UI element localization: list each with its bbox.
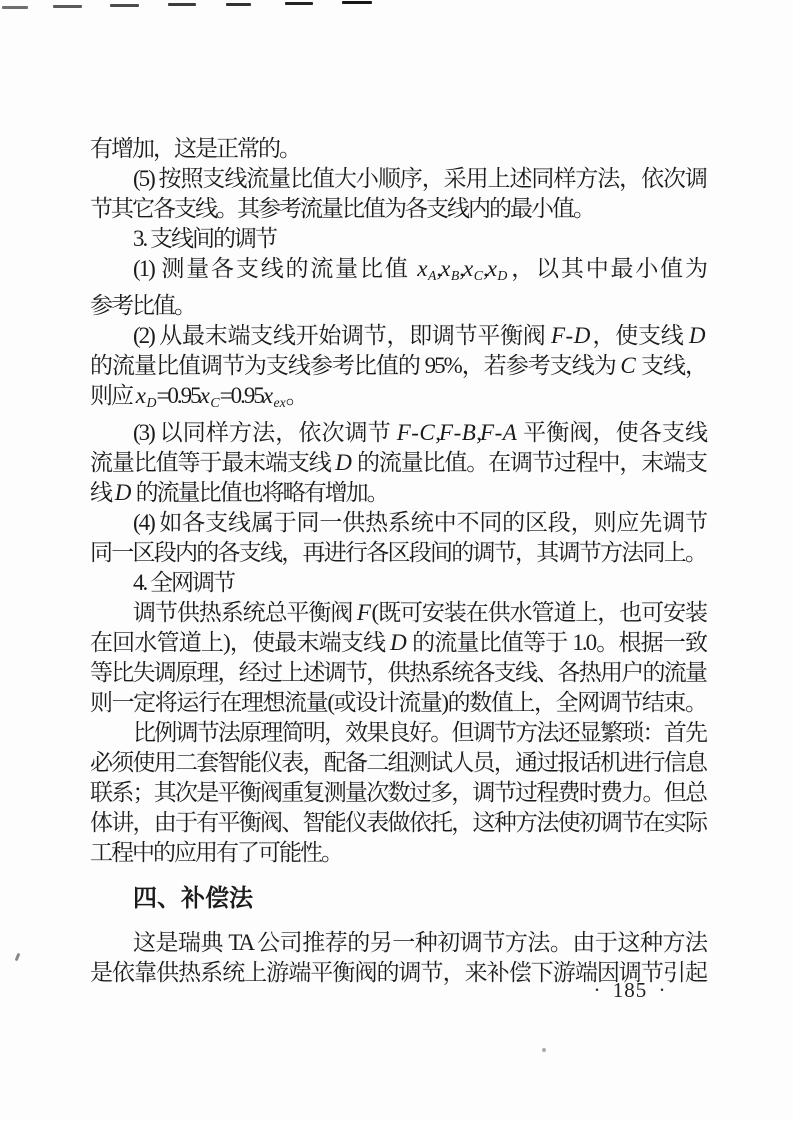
text-run: 则一定将运行在理想流量(或设计流量)的数值上，全网调节结束。 [90, 690, 706, 715]
math-variable: x [199, 383, 211, 408]
text-run: =0.95 [156, 383, 200, 408]
text-line [90, 928, 706, 958]
text-line [90, 508, 706, 538]
text-run: (5) 按照支线流量比值大小顺序，采用上述同样方法，依次调 [133, 166, 706, 191]
math-variable: x [463, 256, 474, 281]
text-line [90, 538, 706, 568]
math-variable: D [390, 630, 408, 655]
text-run: (1) 测量各支线的流量比值 [133, 256, 418, 281]
text-run: 支线， [636, 353, 706, 378]
text-line [90, 351, 706, 381]
text-run: 等比失调原理，经过上述调节，供热系统各支线、各热用户的流量 [90, 660, 706, 685]
math-variable: F-B [439, 420, 477, 445]
text-line [90, 448, 706, 478]
text-run: (既可安装在供水管道上，也可安装 [371, 600, 706, 625]
text-run: , [435, 420, 440, 445]
text-line [90, 194, 706, 224]
text-run: 四、补偿法 [133, 885, 253, 912]
math-subscript: C [210, 395, 220, 410]
math-variable: C [620, 353, 637, 378]
text-run: 平衡阀，使各支线 [517, 420, 706, 445]
text-run: 3. 支线间的调节 [133, 226, 276, 251]
math-variable: D [688, 323, 706, 348]
text-run: (4) 如各支线属于同一供热系统中不同的区段，则应先调节 [133, 510, 706, 535]
text-run: 4. 全网调节 [133, 570, 234, 595]
scan-dash-mark [168, 3, 196, 6]
text-line [90, 164, 706, 194]
text-run: 体讲，由于有平衡阀、智能仪表做依托，这种方法使初调节在实际 [90, 810, 706, 835]
math-variable: x [440, 256, 451, 281]
math-variable: x [262, 383, 274, 408]
text-run: 的流量比值也将略有增加。 [131, 480, 388, 505]
text-run: , [459, 256, 464, 281]
scan-dash-mark [285, 2, 313, 5]
text-run: , [436, 256, 441, 281]
text-line [90, 381, 706, 418]
text-run: =0.95 [219, 383, 263, 408]
text-run: 联系；其次是平衡阀重复测量次数过多，调节过程费时费力。但总 [90, 780, 706, 805]
text-line [90, 478, 706, 508]
text-line [90, 628, 706, 658]
text-line [90, 688, 706, 718]
math-variable: F-C [396, 420, 436, 445]
text-run: 必须使用二套智能仪表，配备二组测试人员，通过报话机进行信息 [90, 750, 706, 775]
math-variable: D [114, 480, 132, 505]
text-run: 比例调节法原理简明，效果良好。但调节方法还显繁琐：首先 [133, 720, 706, 745]
text-run: (2) 从最末端支线开始调节，即调节平衡阀 [133, 323, 551, 348]
scan-dash-mark [53, 5, 82, 8]
text-block [90, 134, 706, 988]
text-line [90, 598, 706, 628]
math-variable: x [486, 256, 498, 281]
text-run: 的流量比值等于 1.0。根据一致 [407, 630, 706, 655]
text-run: 有增加，这是正常的。 [90, 136, 300, 161]
math-variable: F-D [550, 323, 591, 348]
text-run: ，以其中最小值为 [507, 256, 706, 281]
text-run: 流量比值等于最末端支线 [90, 450, 336, 475]
text-line [90, 254, 706, 291]
scan-dash-mark [342, 1, 372, 4]
math-variable: D [335, 450, 353, 475]
text-line [90, 778, 706, 808]
math-variable: F-A [480, 420, 518, 445]
scan-dash-mark [2, 6, 28, 9]
text-line [90, 568, 706, 598]
text-run: 调节供热系统总平衡阀 [133, 600, 357, 625]
text-line [90, 134, 706, 164]
text-run: , [476, 420, 481, 445]
text-run: 线 [90, 480, 115, 505]
text-run: 在回水管道上)，使最末端支线 [90, 630, 391, 655]
scan-dash-mark [226, 3, 251, 6]
text-line [90, 838, 706, 868]
text-run: 的流量比值调节为支线参考比值的 95%，若参考支线为 [90, 353, 621, 378]
section-heading [90, 884, 706, 914]
text-run: 这是瑞典 TA 公司推荐的另一种初调节方法。由于这种方法 [133, 930, 706, 955]
text-line [90, 224, 706, 254]
math-subscript: A [427, 268, 437, 283]
text-run: ，使支线 [590, 323, 689, 348]
text-line [90, 718, 706, 748]
scan-speck-mark [15, 953, 21, 962]
text-line [90, 321, 706, 351]
text-run: 的流量比值。在调节过程中，末端支 [352, 450, 707, 475]
math-variable: x [135, 383, 147, 408]
math-subscript: ex [273, 395, 286, 410]
text-run: 工程中的应用有了可能性。 [90, 840, 342, 865]
text-line [90, 658, 706, 688]
text-line [90, 418, 706, 448]
scan-speck-mark [542, 1048, 546, 1052]
math-variable: x [417, 256, 428, 281]
text-run: 同一区段内的各支线，再进行各区段间的调节，其调节方法同上。 [90, 540, 706, 565]
text-run: , [482, 256, 487, 281]
text-run: 参考比值。 [90, 293, 195, 318]
page-number: · 185 · [593, 978, 667, 1002]
math-subscript: C [473, 268, 483, 283]
scan-dash-mark [110, 4, 139, 7]
text-line [90, 291, 706, 321]
math-variable: F [356, 600, 372, 625]
text-line [90, 808, 706, 838]
math-subscript: B [450, 268, 460, 283]
text-run: (3) 以同样方法，依次调节 [133, 420, 397, 445]
text-run: 。 [285, 383, 307, 408]
math-subscript: D [146, 395, 157, 410]
text-run: 是依靠供热系统上游端平衡阀的调节，来补偿下游端因调节引起 [90, 960, 706, 985]
math-subscript: D [497, 268, 508, 283]
text-run: 节其它各支线。其参考流量比值为各支线内的最小值。 [90, 196, 594, 221]
text-run: 则应 [90, 383, 136, 408]
text-line [90, 748, 706, 778]
